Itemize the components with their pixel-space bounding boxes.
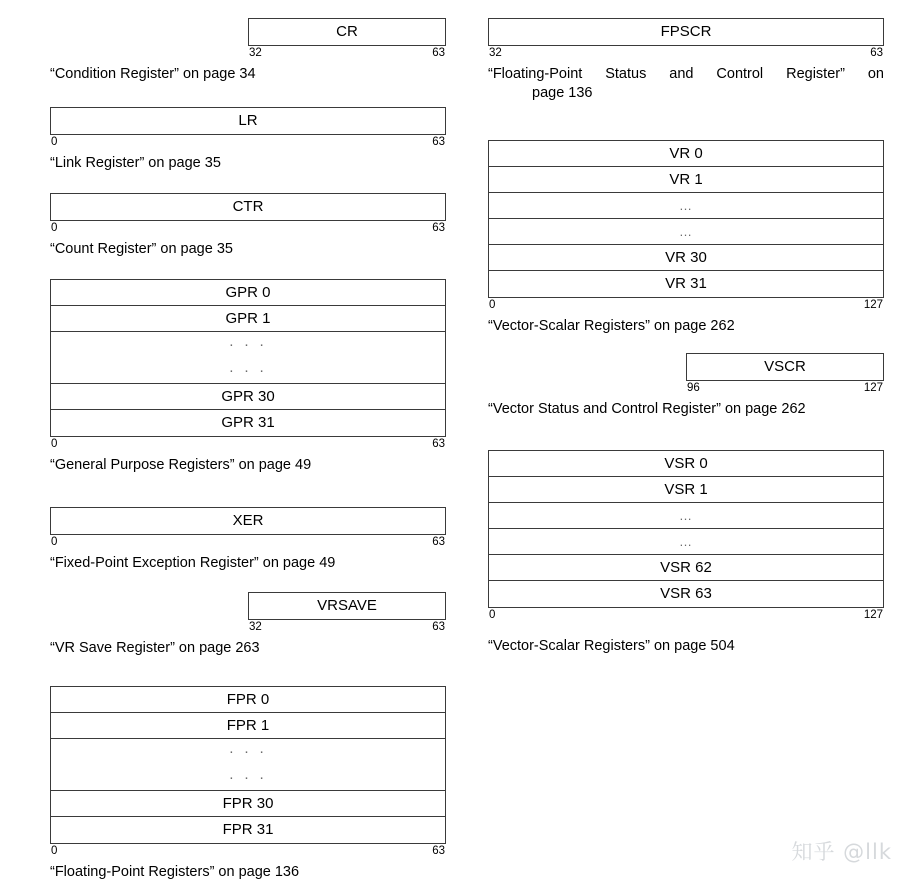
- fpscr-row: FPSCR: [660, 23, 712, 40]
- register-group-gpr: [50, 279, 446, 475]
- register-group-vrsave: [50, 592, 446, 658]
- gpr-register-box: [50, 279, 446, 437]
- lr-row: LR: [238, 112, 258, 129]
- vsr-row: VSR 0: [489, 451, 883, 477]
- ctr-bit-end: 63: [432, 222, 445, 234]
- register-group-lr: [50, 107, 446, 173]
- vrsave-register-box: [248, 592, 446, 620]
- register-group-fpr: [50, 686, 446, 882]
- register-group-ctr: [50, 193, 446, 259]
- lr-bit-start: 0: [51, 136, 58, 148]
- cr-bit-start: 32: [249, 47, 262, 59]
- vrsave-bit-end: 63: [432, 621, 445, 633]
- register-group-vr: [488, 140, 884, 336]
- vr-bit-rail: [488, 298, 884, 313]
- vscr-bit-start: 96: [687, 382, 700, 394]
- fpscr-caption-line-1: “Floating-Point Status and Control Register” on: [488, 66, 884, 82]
- gpr-ellipsis-cell: [51, 332, 445, 384]
- cr-bit-rail: [248, 46, 446, 61]
- gpr-ellipsis-top: · · ·: [228, 336, 268, 353]
- lr-register-box: [50, 107, 446, 135]
- vr-ellipsis-row: …: [489, 193, 883, 219]
- lr-bit-end: 63: [432, 136, 445, 148]
- fpr-ellipsis-bottom: · · ·: [228, 769, 268, 786]
- fpscr-register-box: [488, 18, 884, 46]
- gpr-bit-start: 0: [51, 438, 58, 450]
- vr-row: VR 31: [665, 275, 707, 292]
- fpr-ellipsis-cell: [51, 739, 445, 791]
- fpr-row: FPR 30: [51, 791, 445, 817]
- vr-row: VR 30: [489, 245, 883, 271]
- fpscr-caption-line-2: page 136: [532, 85, 593, 101]
- lr-bit-rail: [50, 135, 446, 150]
- cr-caption: “Condition Register” on page 34: [50, 66, 256, 82]
- fpr-register-box: [50, 686, 446, 844]
- vr-row: VR 0: [489, 141, 883, 167]
- fpr-row: FPR 31: [222, 821, 274, 838]
- register-group-vsr: [488, 450, 884, 656]
- register-group-vscr: [488, 353, 884, 419]
- ctr-bit-start: 0: [51, 222, 58, 234]
- vscr-row: VSCR: [764, 358, 806, 375]
- vr-caption: “Vector-Scalar Registers” on page 262: [488, 318, 735, 334]
- gpr-row: GPR 30: [51, 384, 445, 410]
- gpr-ellipsis-bottom: · · ·: [228, 362, 268, 379]
- ctr-register-box: [50, 193, 446, 221]
- xer-register-box: [50, 507, 446, 535]
- xer-row: XER: [232, 512, 264, 529]
- xer-caption: “Fixed-Point Exception Register” on page 49: [50, 555, 336, 571]
- vrsave-row: VRSAVE: [317, 597, 377, 614]
- lr-caption: “Link Register” on page 35: [50, 155, 221, 171]
- gpr-row: GPR 1: [51, 306, 445, 332]
- vr-register-box: [488, 140, 884, 298]
- gpr-row: GPR 0: [51, 280, 445, 306]
- vsr-bit-start: 0: [489, 609, 496, 621]
- vsr-ellipsis-row: …: [489, 503, 883, 529]
- fpscr-bit-start: 32: [489, 47, 502, 59]
- gpr-bit-rail: [50, 437, 446, 452]
- fpr-row: FPR 1: [51, 713, 445, 739]
- gpr-caption: “General Purpose Registers” on page 49: [50, 457, 312, 473]
- xer-bit-rail: [50, 535, 446, 550]
- vsr-row: VSR 63: [660, 585, 712, 602]
- vrsave-caption: “VR Save Register” on page 263: [50, 640, 260, 656]
- fpscr-caption: [488, 65, 884, 103]
- vscr-caption: “Vector Status and Control Register” on page 262: [488, 401, 806, 417]
- vscr-bit-end: 127: [863, 382, 883, 394]
- vsr-bit-rail: [488, 608, 884, 623]
- vscr-bit-rail: [686, 381, 884, 396]
- gpr-bit-end: 63: [432, 438, 445, 450]
- vsr-register-box: [488, 450, 884, 608]
- cr-row: CR: [336, 23, 358, 40]
- xer-bit-end: 63: [432, 536, 445, 548]
- gpr-row: GPR 31: [221, 414, 275, 431]
- ctr-row: CTR: [232, 198, 264, 215]
- cr-register-box: [248, 18, 446, 46]
- vsr-ellipsis-row: …: [489, 529, 883, 555]
- fpr-bit-end: 63: [432, 845, 445, 857]
- fpscr-bit-rail: [488, 46, 884, 61]
- fpr-bit-start: 0: [51, 845, 58, 857]
- vrsave-bit-start: 32: [249, 621, 262, 633]
- vscr-register-box: [686, 353, 884, 381]
- fpr-bit-rail: [50, 844, 446, 859]
- register-group-cr: [50, 18, 446, 84]
- fpscr-bit-end: 63: [870, 47, 883, 59]
- xer-bit-start: 0: [51, 536, 58, 548]
- cr-bit-end: 63: [432, 47, 445, 59]
- vsr-row: VSR 62: [489, 555, 883, 581]
- vsr-bit-end: 127: [863, 609, 883, 621]
- fpr-caption: “Floating-Point Registers” on page 136: [50, 864, 300, 880]
- vsr-caption: “Vector-Scalar Registers” on page 504: [488, 638, 735, 654]
- vr-bit-start: 0: [489, 299, 496, 311]
- register-group-fpscr: [488, 18, 884, 103]
- vr-row: VR 1: [489, 167, 883, 193]
- ctr-bit-rail: [50, 221, 446, 236]
- fpr-ellipsis-top: · · ·: [228, 743, 268, 760]
- register-group-xer: [50, 507, 446, 573]
- vr-bit-end: 127: [863, 299, 883, 311]
- fpr-row: FPR 0: [51, 687, 445, 713]
- vsr-row: VSR 1: [489, 477, 883, 503]
- vrsave-bit-rail: [248, 620, 446, 635]
- watermark: 知乎 @llk: [791, 840, 892, 864]
- ctr-caption: “Count Register” on page 35: [50, 241, 233, 257]
- vr-ellipsis-row: …: [489, 219, 883, 245]
